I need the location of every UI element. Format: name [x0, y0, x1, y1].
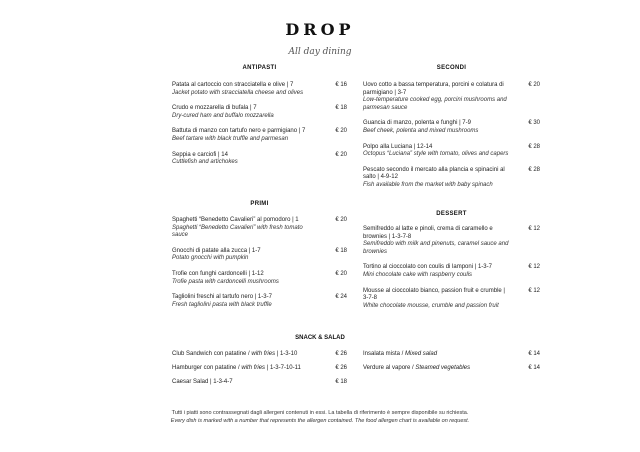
menu-item [172, 217, 347, 240]
item-description: Beef cheek, polenta and mixed mushrooms [363, 127, 479, 134]
list-item [172, 351, 347, 365]
allergen-note-english: Every dish is marked with a number that represents the allergen contained. The food allergen chart is available on request. [170, 417, 470, 424]
item-name: Caesar Salad | 1-3-4-7 [172, 379, 233, 385]
item-name: Insalata mista / [363, 351, 406, 357]
restaurant-logo: DROP [285, 20, 355, 39]
item-price: € 18 [335, 379, 347, 385]
item-name: Hamburger con patatine / [172, 365, 242, 371]
item-price: € 12 [528, 264, 540, 271]
item-price: € 20 [335, 217, 347, 223]
item-name: Trofie con funghi cardoncelli | 1-12 [172, 270, 264, 277]
item-allergens: | 1-3-7-10-11 [265, 365, 301, 371]
list-item [172, 379, 347, 393]
snack-left-list [172, 351, 347, 393]
item-price: € 30 [528, 120, 540, 127]
item-name: Pescato secondo il mercato alla plancia e spinacini al salto | 4-9-12 [363, 166, 505, 181]
item-price: € 14 [528, 351, 540, 357]
menu-item [172, 128, 347, 143]
dessert-title: DESSERT [436, 211, 467, 217]
primi-title: PRIMI [250, 201, 269, 207]
secondi-title: SECONDI [436, 65, 467, 71]
item-description: Potato gnocchi with pumpkin [172, 255, 249, 262]
item-english: Steamed vegetables [415, 365, 471, 371]
item-name: Battuta di manzo con tartufo nero e parmigiano | 7 [172, 128, 306, 135]
item-description: Trofie pasta with cardoncelli mushrooms [172, 278, 279, 285]
item-price: € 18 [335, 105, 347, 112]
item-price: € 20 [335, 151, 347, 158]
item-price: € 28 [528, 166, 540, 173]
item-description: Dry-cured ham and buffalo mozzarella [172, 112, 274, 119]
item-description: Mini chocolate cake with raspberry coulis [363, 271, 473, 278]
menu-item [172, 271, 347, 286]
secondi-section [363, 65, 540, 198]
item-name: Tortino al cioccolato con coulis di lamponi | 1-3-7 [363, 264, 492, 271]
antipasti-section [172, 65, 347, 175]
item-name: Spaghetti “Benedetto Cavalieri” al pomodoro | 1 [172, 217, 299, 223]
item-description: Fish available from the market with baby spinach [363, 181, 493, 188]
item-name: Patata al cartoccio con stracciatella e olive | 7 [172, 82, 294, 88]
menu-item [363, 226, 540, 256]
item-name: Polpo alla Luciana | 12-14 [363, 143, 433, 150]
item-price: € 26 [335, 351, 347, 357]
item-name: Semifreddo al latte e pinoli, crema di caramello e brownies | 1-3-7-8 [363, 226, 493, 240]
item-price: € 28 [528, 143, 540, 150]
menu-item [363, 144, 540, 159]
item-price: € 20 [528, 82, 540, 88]
item-name: Gnocchi di patate alla zucca | 1-7 [172, 247, 261, 254]
item-name: Club Sandwich con patatine / [172, 351, 252, 357]
menu-item [363, 264, 540, 279]
item-allergens: | 1-3-10 [275, 351, 298, 357]
item-name: Guancia di manzo, polenta e funghi | 7-9 [363, 120, 471, 127]
item-price: € 18 [335, 247, 347, 254]
allergen-note [0, 410, 640, 425]
item-price: € 24 [335, 294, 347, 301]
menu-item [172, 248, 347, 263]
menu-item [363, 82, 540, 112]
menu-item [363, 120, 540, 135]
dessert-section [363, 211, 540, 318]
item-price: € 26 [335, 365, 347, 371]
item-name: Tagliolini freschi al tartufo nero | 1-3-7 [172, 294, 272, 301]
item-description: Semifreddo with milk and pinenuts, caramel sauce and brownies [363, 241, 509, 255]
list-item [172, 365, 347, 379]
allergen-note-italian: Tutti i piatti sono contrassegnati dagli allergeni contenuti in essi. La tabella di riferimento è sempre disponibile su richiesta. [171, 410, 469, 416]
menu-item [363, 167, 540, 190]
item-english: with fries [241, 365, 266, 371]
menu-item [172, 82, 347, 97]
list-item [363, 351, 540, 365]
item-price: € 12 [528, 287, 540, 294]
item-name: Crudo e mozzarella di bufala | 7 [172, 105, 257, 112]
item-description: White chocolate mousse, crumble and passion fruit [363, 302, 499, 309]
menu-item [172, 105, 347, 120]
item-price: € 14 [528, 365, 540, 371]
menu-item [363, 288, 540, 311]
snack-salad-title: SNACK & SALAD [295, 335, 345, 341]
item-description: Cuttlefish and artichokes [172, 159, 238, 166]
item-description: Jacket potato with stracciatella cheese and olives [172, 89, 304, 96]
item-description: Low-temperature cooked egg, porcini mushrooms and parmesan sauce [363, 97, 507, 111]
item-price: € 16 [335, 82, 347, 88]
list-item [363, 365, 540, 379]
item-price: € 12 [528, 226, 540, 232]
item-name: Verdure al vapore / [363, 365, 416, 371]
antipasti-title: ANTIPASTI [242, 65, 277, 71]
item-price: € 20 [335, 128, 347, 135]
tagline: All day dining [288, 47, 352, 57]
menu-item [172, 294, 347, 309]
menu-item [172, 152, 347, 167]
item-description: Octopus “Luciana” style with tomato, olives and capers [363, 151, 509, 158]
item-description: Fresh tagliolini pasta with black truffle [172, 301, 272, 308]
item-price: € 20 [335, 270, 347, 277]
item-english: Mixed salad [405, 351, 438, 357]
item-name: Mousse al cioccolato bianco, passion fruit e crumble | 3-7-8 [363, 287, 505, 302]
item-description: Beef tartare with black truffle and parmesan [172, 135, 289, 142]
item-name: Uovo cotto a bassa temperatura, porcini e colatura di parmigiano | 3-7 [363, 82, 504, 96]
item-description: Spaghetti “Benedetto Cavalieri” with fresh tomato sauce [172, 224, 303, 239]
primi-section [172, 201, 347, 317]
snack-right-list [363, 351, 540, 379]
item-english: with fries [251, 351, 276, 357]
item-name: Seppia e carciofi | 14 [172, 151, 228, 158]
